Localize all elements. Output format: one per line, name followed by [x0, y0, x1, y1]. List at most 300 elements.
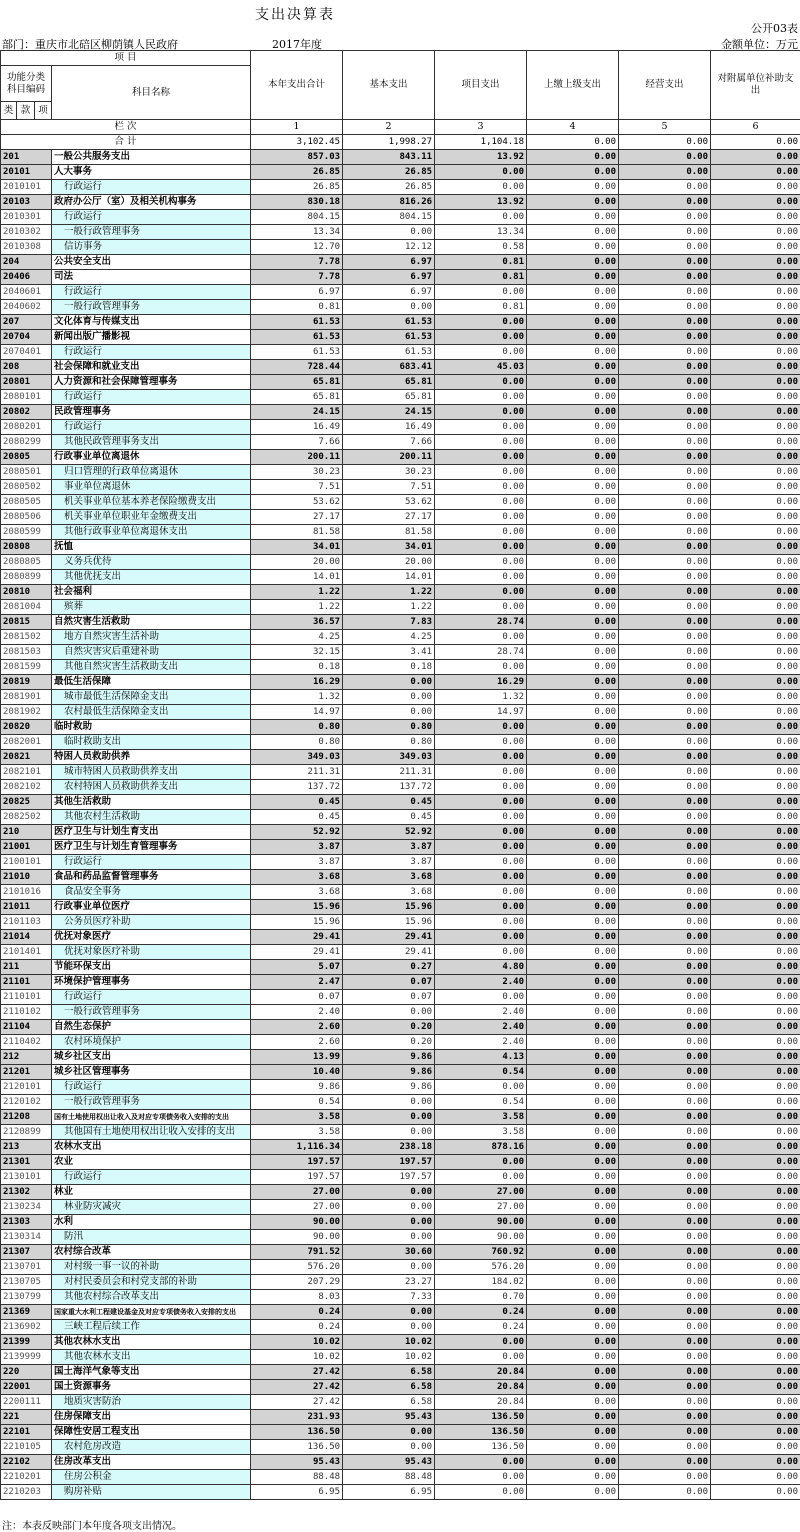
amount-cell: 0.00 [435, 840, 527, 855]
amount-cell: 0.00 [711, 630, 800, 645]
amount-cell: 0.00 [619, 1290, 711, 1305]
amount-cell: 0.00 [711, 1335, 800, 1350]
amount-cell: 0.00 [343, 705, 435, 720]
amount-cell: 53.62 [251, 495, 343, 510]
amount-cell: 20.00 [251, 555, 343, 570]
amount-cell: 61.53 [343, 315, 435, 330]
subject-code: 21014 [1, 930, 52, 945]
amount-cell: 6.97 [343, 270, 435, 285]
table-row [1, 1305, 800, 1320]
amount-cell: 0.00 [527, 690, 619, 705]
subject-code: 2080502 [1, 480, 52, 495]
page-title: 支出决算表 [0, 4, 590, 24]
amount-cell: 0.00 [711, 1320, 800, 1335]
amount-cell: 23.27 [343, 1275, 435, 1290]
amount-cell: 2.60 [251, 1035, 343, 1050]
amount-cell: 0.00 [527, 1020, 619, 1035]
subject-code: 2080805 [1, 555, 52, 570]
amount-cell: 0.00 [711, 1395, 800, 1410]
amount-cell: 0.00 [435, 405, 527, 420]
amount-cell: 1.22 [343, 600, 435, 615]
amount-cell: 136.50 [435, 1425, 527, 1440]
amount-cell: 65.81 [343, 390, 435, 405]
amount-cell: 0.00 [619, 465, 711, 480]
amount-cell: 0.00 [711, 210, 800, 225]
subject-code: 21011 [1, 900, 52, 915]
subject-code: 20805 [1, 450, 52, 465]
amount-cell: 0.00 [711, 255, 800, 270]
amount-cell: 0.00 [527, 600, 619, 615]
amount-cell: 0.00 [527, 990, 619, 1005]
subject-code: 21369 [1, 1305, 52, 1320]
amount-cell: 0.00 [711, 1305, 800, 1320]
table-row [1, 660, 800, 675]
total-value: 1,104.18 [435, 135, 527, 150]
subject-code: 2200111 [1, 1395, 52, 1410]
amount-cell: 200.11 [251, 450, 343, 465]
amount-cell: 0.00 [711, 600, 800, 615]
amount-cell: 0.00 [435, 345, 527, 360]
amount-cell: 4.25 [343, 630, 435, 645]
amount-cell: 0.00 [527, 945, 619, 960]
amount-cell: 0.54 [435, 1095, 527, 1110]
amount-cell: 0.00 [527, 1350, 619, 1365]
amount-cell: 0.00 [527, 450, 619, 465]
amount-cell: 61.53 [251, 330, 343, 345]
amount-cell: 0.00 [435, 435, 527, 450]
amount-cell: 0.00 [711, 1125, 800, 1140]
col-num: 3 [435, 120, 527, 135]
subject-name: 机关事业单位职业年金缴费支出 [52, 510, 251, 525]
amount-cell: 6.97 [343, 255, 435, 270]
table-row [1, 735, 800, 750]
subject-name: 对村民委员会和村党支部的补助 [52, 1275, 251, 1290]
subject-name: 临时救助 [52, 720, 251, 735]
amount-cell: 0.00 [527, 915, 619, 930]
amount-cell: 0.00 [619, 1260, 711, 1275]
table-row [1, 1050, 800, 1065]
amount-cell: 0.00 [527, 615, 619, 630]
header-col-remit: 上缴上级支出 [527, 51, 619, 120]
table-row [1, 705, 800, 720]
subject-name: 农村特困人员救助供养支出 [52, 780, 251, 795]
amount-cell: 0.00 [711, 900, 800, 915]
amount-cell: 0.18 [251, 660, 343, 675]
amount-cell: 0.00 [619, 510, 711, 525]
amount-cell: 20.00 [343, 555, 435, 570]
amount-cell: 29.41 [343, 930, 435, 945]
table-row [1, 1110, 800, 1125]
table-row [1, 900, 800, 915]
amount-cell: 65.81 [251, 390, 343, 405]
table-row [1, 1125, 800, 1140]
subject-name: 行政事业单位离退休 [52, 450, 251, 465]
subject-code: 2080599 [1, 525, 52, 540]
subject-code: 2080505 [1, 495, 52, 510]
amount-cell: 0.00 [435, 810, 527, 825]
amount-cell: 0.00 [527, 1200, 619, 1215]
table-row [1, 870, 800, 885]
amount-cell: 0.00 [711, 855, 800, 870]
amount-cell: 137.72 [343, 780, 435, 795]
table-row [1, 1200, 800, 1215]
amount-cell: 9.86 [343, 1050, 435, 1065]
amount-cell: 20.84 [435, 1395, 527, 1410]
amount-cell: 0.00 [619, 945, 711, 960]
amount-cell: 197.57 [251, 1155, 343, 1170]
amount-cell: 0.00 [619, 225, 711, 240]
amount-cell: 7.51 [251, 480, 343, 495]
amount-cell: 0.00 [435, 630, 527, 645]
amount-cell: 0.45 [251, 810, 343, 825]
amount-cell: 0.00 [711, 1080, 800, 1095]
amount-cell: 0.00 [711, 150, 800, 165]
table-row [1, 465, 800, 480]
amount-cell: 0.00 [527, 735, 619, 750]
subject-code: 2120899 [1, 1125, 52, 1140]
table-row [1, 1350, 800, 1365]
unit-label: 金额单位：万元 [721, 36, 798, 52]
amount-cell: 0.00 [619, 1395, 711, 1410]
subject-code: 2082102 [1, 780, 52, 795]
amount-cell: 0.00 [435, 780, 527, 795]
amount-cell: 0.00 [619, 795, 711, 810]
amount-cell: 0.00 [711, 345, 800, 360]
table-row [1, 555, 800, 570]
amount-cell: 0.00 [527, 900, 619, 915]
amount-cell: 0.00 [527, 1290, 619, 1305]
subject-name: 殡葬 [52, 600, 251, 615]
subject-code: 21301 [1, 1155, 52, 1170]
amount-cell: 0.00 [619, 1320, 711, 1335]
amount-cell: 0.00 [711, 360, 800, 375]
subject-name: 国土海洋气象等支出 [52, 1365, 251, 1380]
amount-cell: 13.92 [435, 195, 527, 210]
amount-cell: 0.00 [527, 840, 619, 855]
table-row [1, 1080, 800, 1095]
expenditure-table [0, 50, 800, 1500]
table-row [1, 615, 800, 630]
amount-cell: 3.87 [343, 855, 435, 870]
subject-name: 环境保护管理事务 [52, 975, 251, 990]
amount-cell: 0.00 [527, 855, 619, 870]
subject-code: 2080201 [1, 420, 52, 435]
subject-code: 21001 [1, 840, 52, 855]
amount-cell: 0.00 [527, 1305, 619, 1320]
amount-cell: 0.00 [619, 750, 711, 765]
amount-cell: 0.00 [619, 1485, 711, 1500]
amount-cell: 7.33 [343, 1290, 435, 1305]
amount-cell: 34.01 [343, 540, 435, 555]
amount-cell: 27.17 [343, 510, 435, 525]
subject-code: 22101 [1, 1425, 52, 1440]
amount-cell: 12.70 [251, 240, 343, 255]
table-row [1, 1170, 800, 1185]
amount-cell: 0.00 [619, 300, 711, 315]
subject-code: 20406 [1, 270, 52, 285]
amount-cell: 0.27 [343, 960, 435, 975]
amount-cell: 0.00 [527, 1245, 619, 1260]
subject-name: 城乡社区管理事务 [52, 1065, 251, 1080]
subject-name: 行政运行 [52, 390, 251, 405]
amount-cell: 10.02 [251, 1350, 343, 1365]
amount-cell: 0.00 [619, 1005, 711, 1020]
amount-cell: 0.07 [251, 990, 343, 1005]
amount-cell: 0.00 [619, 1305, 711, 1320]
amount-cell: 231.93 [251, 1410, 343, 1425]
amount-cell: 0.00 [711, 915, 800, 930]
amount-cell: 0.00 [711, 1095, 800, 1110]
amount-cell: 0.00 [619, 270, 711, 285]
amount-cell: 0.24 [435, 1320, 527, 1335]
amount-cell: 0.00 [711, 840, 800, 855]
amount-cell: 0.00 [527, 720, 619, 735]
total-label: 合 计 [1, 135, 251, 150]
subject-code: 2082502 [1, 810, 52, 825]
amount-cell: 0.00 [527, 240, 619, 255]
amount-cell: 0.00 [619, 645, 711, 660]
amount-cell: 7.78 [251, 255, 343, 270]
subject-name: 社会福利 [52, 585, 251, 600]
amount-cell: 0.00 [527, 255, 619, 270]
subject-code: 2100101 [1, 855, 52, 870]
subject-code: 2130705 [1, 1275, 52, 1290]
table-row [1, 225, 800, 240]
amount-cell: 349.03 [251, 750, 343, 765]
table-row [1, 1215, 800, 1230]
amount-cell: 0.00 [343, 1425, 435, 1440]
subject-code: 2080299 [1, 435, 52, 450]
amount-cell: 0.00 [619, 1215, 711, 1230]
amount-cell: 28.74 [435, 615, 527, 630]
amount-cell: 0.00 [619, 1125, 711, 1140]
amount-cell: 0.00 [619, 405, 711, 420]
subject-name: 自然灾害灾后重建补助 [52, 645, 251, 660]
amount-cell: 0.00 [711, 1035, 800, 1050]
amount-cell: 0.00 [619, 1380, 711, 1395]
table-row [1, 1410, 800, 1425]
subject-code: 2010308 [1, 240, 52, 255]
subject-name: 民政管理事务 [52, 405, 251, 420]
table-row [1, 990, 800, 1005]
table-row [1, 450, 800, 465]
department-label: 部门：重庆市北碚区柳荫镇人民政府 [2, 36, 178, 52]
amount-cell: 0.00 [527, 300, 619, 315]
amount-cell: 0.00 [435, 1485, 527, 1500]
subject-name: 一般行政管理事务 [52, 1005, 251, 1020]
amount-cell: 14.97 [251, 705, 343, 720]
amount-cell: 27.42 [251, 1395, 343, 1410]
amount-cell: 30.60 [343, 1245, 435, 1260]
subject-name: 行政运行 [52, 345, 251, 360]
amount-cell: 0.58 [435, 240, 527, 255]
amount-cell: 29.41 [251, 930, 343, 945]
amount-cell: 197.57 [343, 1155, 435, 1170]
table-row [1, 810, 800, 825]
table-row [1, 360, 800, 375]
subject-code: 2110102 [1, 1005, 52, 1020]
table-row [1, 270, 800, 285]
amount-cell: 0.00 [343, 1260, 435, 1275]
amount-cell: 0.54 [435, 1065, 527, 1080]
subject-name: 城市特困人员救助供养支出 [52, 765, 251, 780]
amount-cell: 0.00 [527, 645, 619, 660]
subject-code: 2010302 [1, 225, 52, 240]
amount-cell: 0.00 [619, 690, 711, 705]
amount-cell: 0.00 [711, 870, 800, 885]
amount-cell: 65.81 [251, 375, 343, 390]
amount-cell: 0.00 [527, 1470, 619, 1485]
amount-cell: 0.00 [711, 1140, 800, 1155]
amount-cell: 3.68 [251, 870, 343, 885]
subject-code: 201 [1, 150, 52, 165]
amount-cell: 0.00 [711, 825, 800, 840]
table-row [1, 960, 800, 975]
amount-cell: 0.00 [619, 210, 711, 225]
table-row [1, 1425, 800, 1440]
table-row [1, 675, 800, 690]
amount-cell: 0.00 [711, 1440, 800, 1455]
amount-cell: 45.03 [435, 360, 527, 375]
subject-name: 行政运行 [52, 420, 251, 435]
amount-cell: 857.03 [251, 150, 343, 165]
amount-cell: 14.01 [251, 570, 343, 585]
amount-cell: 0.00 [527, 1035, 619, 1050]
amount-cell: 90.00 [435, 1215, 527, 1230]
table-row [1, 1260, 800, 1275]
subject-code: 20815 [1, 615, 52, 630]
subject-code: 21208 [1, 1110, 52, 1125]
subject-code: 21101 [1, 975, 52, 990]
amount-cell: 0.00 [435, 570, 527, 585]
amount-cell: 878.16 [435, 1140, 527, 1155]
amount-cell: 95.43 [343, 1455, 435, 1470]
amount-cell: 0.00 [619, 1275, 711, 1290]
amount-cell: 24.15 [251, 405, 343, 420]
amount-cell: 0.00 [711, 450, 800, 465]
table-row [1, 825, 800, 840]
subject-name: 购房补贴 [52, 1485, 251, 1500]
year-label: 2017年度 [272, 36, 322, 52]
subject-name: 水利 [52, 1215, 251, 1230]
total-value: 0.00 [711, 135, 800, 150]
table-row [1, 285, 800, 300]
amount-cell: 0.80 [251, 720, 343, 735]
amount-cell: 0.00 [619, 900, 711, 915]
amount-cell: 0.00 [527, 1365, 619, 1380]
amount-cell: 843.11 [343, 150, 435, 165]
amount-cell: 0.00 [527, 150, 619, 165]
table-row [1, 1155, 800, 1170]
amount-cell: 6.58 [343, 1380, 435, 1395]
amount-cell: 0.00 [711, 1290, 800, 1305]
amount-cell: 12.12 [343, 240, 435, 255]
amount-cell: 0.00 [711, 705, 800, 720]
amount-cell: 0.20 [343, 1020, 435, 1035]
amount-cell: 0.00 [711, 480, 800, 495]
amount-cell: 0.00 [435, 510, 527, 525]
amount-cell: 0.00 [527, 795, 619, 810]
amount-cell: 15.96 [251, 915, 343, 930]
subject-name: 社会保障和就业支出 [52, 360, 251, 375]
subject-code: 2130101 [1, 1170, 52, 1185]
amount-cell: 0.00 [527, 1170, 619, 1185]
subject-code: 2010101 [1, 180, 52, 195]
amount-cell: 61.53 [251, 315, 343, 330]
subject-name: 住房改革支出 [52, 1455, 251, 1470]
amount-cell: 10.02 [251, 1335, 343, 1350]
amount-cell: 0.00 [435, 525, 527, 540]
subject-name: 一般行政管理事务 [52, 225, 251, 240]
amount-cell: 0.20 [343, 1035, 435, 1050]
col-num: 6 [711, 120, 800, 135]
amount-cell: 9.86 [343, 1065, 435, 1080]
subject-name: 行政运行 [52, 210, 251, 225]
amount-cell: 0.00 [527, 285, 619, 300]
amount-cell: 0.00 [527, 570, 619, 585]
subject-code: 2130799 [1, 1290, 52, 1305]
amount-cell: 32.15 [251, 645, 343, 660]
amount-cell: 16.29 [435, 675, 527, 690]
subject-name: 对村级一事一议的补助 [52, 1260, 251, 1275]
amount-cell: 0.00 [619, 1230, 711, 1245]
amount-cell: 0.00 [711, 780, 800, 795]
amount-cell: 0.00 [527, 1380, 619, 1395]
amount-cell: 0.00 [619, 1065, 711, 1080]
subject-name: 农林水支出 [52, 1140, 251, 1155]
amount-cell: 0.00 [527, 420, 619, 435]
amount-cell: 0.00 [527, 885, 619, 900]
amount-cell: 26.85 [251, 180, 343, 195]
amount-cell: 3.41 [343, 645, 435, 660]
table-row [1, 1020, 800, 1035]
table-row [1, 1470, 800, 1485]
amount-cell: 211.31 [343, 765, 435, 780]
table-row [1, 1380, 800, 1395]
subject-code: 220 [1, 1365, 52, 1380]
amount-cell: 0.81 [435, 300, 527, 315]
amount-cell: 0.81 [435, 255, 527, 270]
amount-cell: 88.48 [251, 1470, 343, 1485]
amount-cell: 0.00 [343, 1230, 435, 1245]
subject-name: 其他农村生活救助 [52, 810, 251, 825]
subject-name: 行政运行 [52, 990, 251, 1005]
amount-cell: 0.00 [711, 435, 800, 450]
amount-cell: 1,116.34 [251, 1140, 343, 1155]
subject-code: 2139999 [1, 1350, 52, 1365]
subject-code: 2101103 [1, 915, 52, 930]
amount-cell: 0.00 [711, 1455, 800, 1470]
amount-cell: 0.45 [251, 795, 343, 810]
amount-cell: 0.00 [435, 720, 527, 735]
subject-code: 2080501 [1, 465, 52, 480]
amount-cell: 0.00 [619, 375, 711, 390]
amount-cell: 0.00 [527, 270, 619, 285]
amount-cell: 0.00 [711, 1230, 800, 1245]
amount-cell: 0.00 [711, 1245, 800, 1260]
subject-code: 213 [1, 1140, 52, 1155]
amount-cell: 0.00 [619, 930, 711, 945]
amount-cell: 0.00 [711, 930, 800, 945]
table-row [1, 1185, 800, 1200]
table-row [1, 240, 800, 255]
amount-cell: 0.00 [711, 1380, 800, 1395]
amount-cell: 0.00 [435, 1350, 527, 1365]
table-row [1, 1275, 800, 1290]
total-value: 3,102.45 [251, 135, 343, 150]
amount-cell: 0.18 [343, 660, 435, 675]
amount-cell: 0.00 [619, 1440, 711, 1455]
